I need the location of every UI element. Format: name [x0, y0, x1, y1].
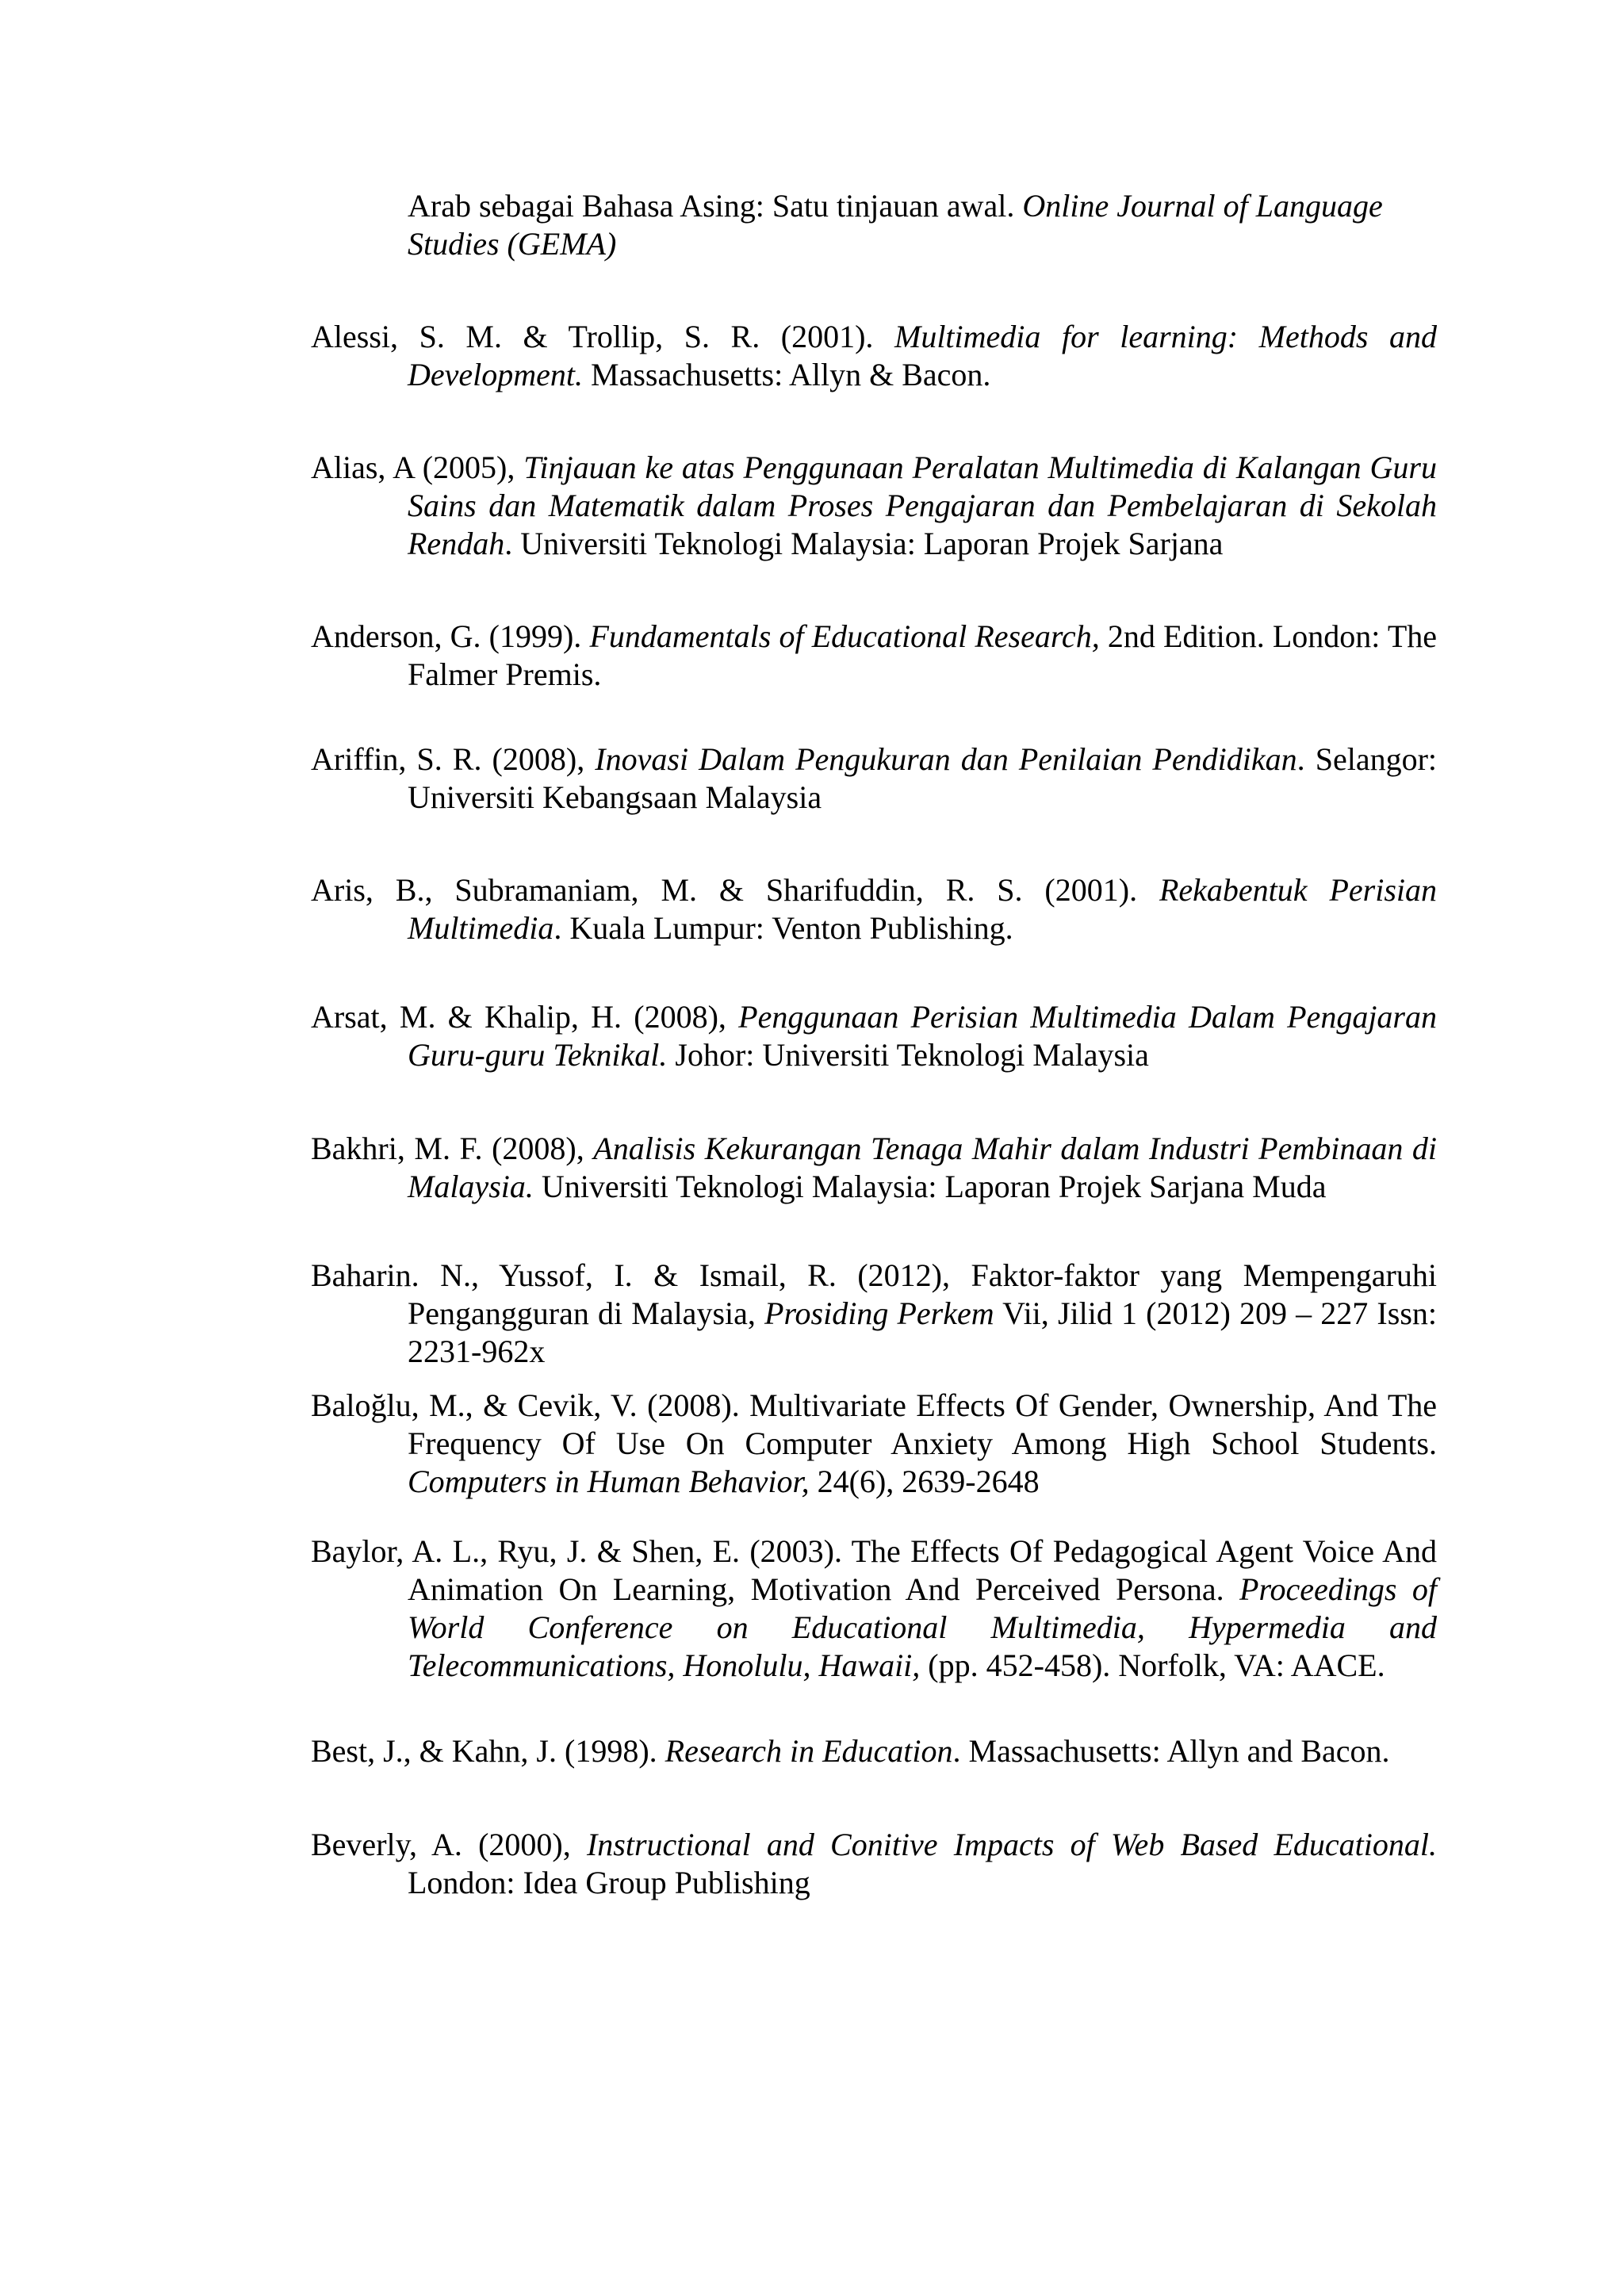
reference-text: . Kuala Lumpur: Venton Publishing.	[553, 910, 1013, 946]
reference-entry	[311, 1130, 1437, 1206]
reference-text: Best, J., & Kahn, J. (1998).	[311, 1733, 665, 1769]
reference-title: Penggunaan Perisian Multimedia Dalam Pengajaran Guru-guru Teknikal.	[408, 999, 1437, 1073]
reference-title: Fundamentals of Educational Research,	[589, 618, 1100, 654]
reference-text: Vii, Jilid 1 (2012) 209 – 227 Issn: 2231-962x	[408, 1295, 1437, 1369]
reference-text: Beverly, A. (2000),	[311, 1827, 587, 1862]
reference-title: Instructional and Conitive Impacts of Web Based Educational.	[586, 1827, 1437, 1862]
reference-title: Analisis Kekurangan Tenaga Mahir dalam Industri Pembinaan di Malaysia.	[408, 1131, 1437, 1204]
reference-text: Arab sebagai Bahasa Asing: Satu tinjauan awal.	[408, 188, 1023, 224]
reference-text: Baylor, A. L., Ryu, J. & Shen, E. (2003). The Effects Of Pedagogical Agent Voice And Animation On Learning, Motivation And Perceived Persona.	[311, 1533, 1437, 1607]
reference-title: Proceedings of World Conference on Educational Multimedia, Hypermedia and Telecommunications, Honolulu, Hawaii,	[408, 1571, 1437, 1683]
reference-text: Johor: Universiti Teknologi Malaysia	[667, 1037, 1149, 1073]
reference-title: Research in Education	[665, 1733, 953, 1769]
reference-text: (pp. 452-458). Norfolk, VA: AACE.	[920, 1647, 1385, 1683]
reference-entry	[311, 871, 1437, 947]
reference-entry	[311, 1826, 1437, 1902]
reference-title: Tinjauan ke atas Penggunaan Peralatan Multimedia di Kalangan Guru Sains dan Matematik dalam Proses Pengajaran dan Pembelajaran di Sekolah Rendah	[408, 450, 1437, 561]
reference-text: Alessi, S. M. & Trollip, S. R. (2001).	[311, 319, 894, 354]
reference-entry	[311, 998, 1437, 1074]
reference-text: London: Idea Group Publishing	[408, 1865, 810, 1900]
reference-text: . Selangor: Universiti Kebangsaan Malaysia	[408, 741, 1438, 815]
reference-title: Multimedia for learning: Methods and Development.	[408, 319, 1437, 392]
reference-entry	[311, 318, 1437, 394]
reference-text: 24(6), 2639-2648	[809, 1464, 1040, 1499]
reference-list	[311, 187, 1437, 1902]
reference-entry	[311, 618, 1437, 694]
reference-text: Arsat, M. & Khalip, H. (2008),	[311, 999, 739, 1035]
reference-text: Aris, B., Subramaniam, M. & Sharifuddin, R. S. (2001).	[311, 872, 1159, 908]
reference-text: 2nd Edition. London: The Falmer Premis.	[408, 618, 1438, 692]
reference-text: Bakhri, M. F. (2008),	[311, 1131, 594, 1166]
reference-text: Massachusetts: Allyn & Bacon.	[583, 357, 991, 392]
reference-entry	[311, 187, 1437, 263]
reference-title: Rekabentuk Perisian Multimedia	[408, 872, 1437, 946]
reference-entry	[311, 449, 1437, 563]
reference-title: Prosiding Perkem	[764, 1295, 994, 1331]
reference-entry	[311, 740, 1437, 817]
reference-text: Anderson, G. (1999).	[311, 618, 590, 654]
reference-text: Ariffin, S. R. (2008),	[311, 741, 596, 777]
reference-text: Universiti Teknologi Malaysia: Laporan Projek Sarjana Muda	[533, 1169, 1327, 1204]
reference-entry	[311, 1732, 1437, 1770]
reference-entry	[311, 1387, 1437, 1501]
reference-text: Alias, A (2005),	[311, 450, 524, 485]
reference-title: Online Journal of Language Studies (GEMA)	[408, 188, 1383, 262]
reference-text: . Massachusetts: Allyn and Bacon.	[952, 1733, 1390, 1769]
reference-text: Baloğlu, M., & Cevik, V. (2008). Multivariate Effects Of Gender, Ownership, And The Frequency Of Use On Computer Anxiety Among High School Students.	[311, 1387, 1437, 1461]
reference-text: . Universiti Teknologi Malaysia: Laporan Projek Sarjana	[504, 526, 1224, 561]
reference-entry	[311, 1257, 1437, 1371]
reference-title: Inovasi Dalam Pengukuran dan Penilaian Pendidikan	[595, 741, 1297, 777]
reference-title: Computers in Human Behavior,	[408, 1464, 810, 1499]
reference-entry	[311, 1533, 1437, 1685]
reference-text: Baharin. N., Yussof, I. & Ismail, R. (2012), Faktor-faktor yang Mempengaruhi Pengangguran di Malaysia,	[311, 1257, 1437, 1331]
